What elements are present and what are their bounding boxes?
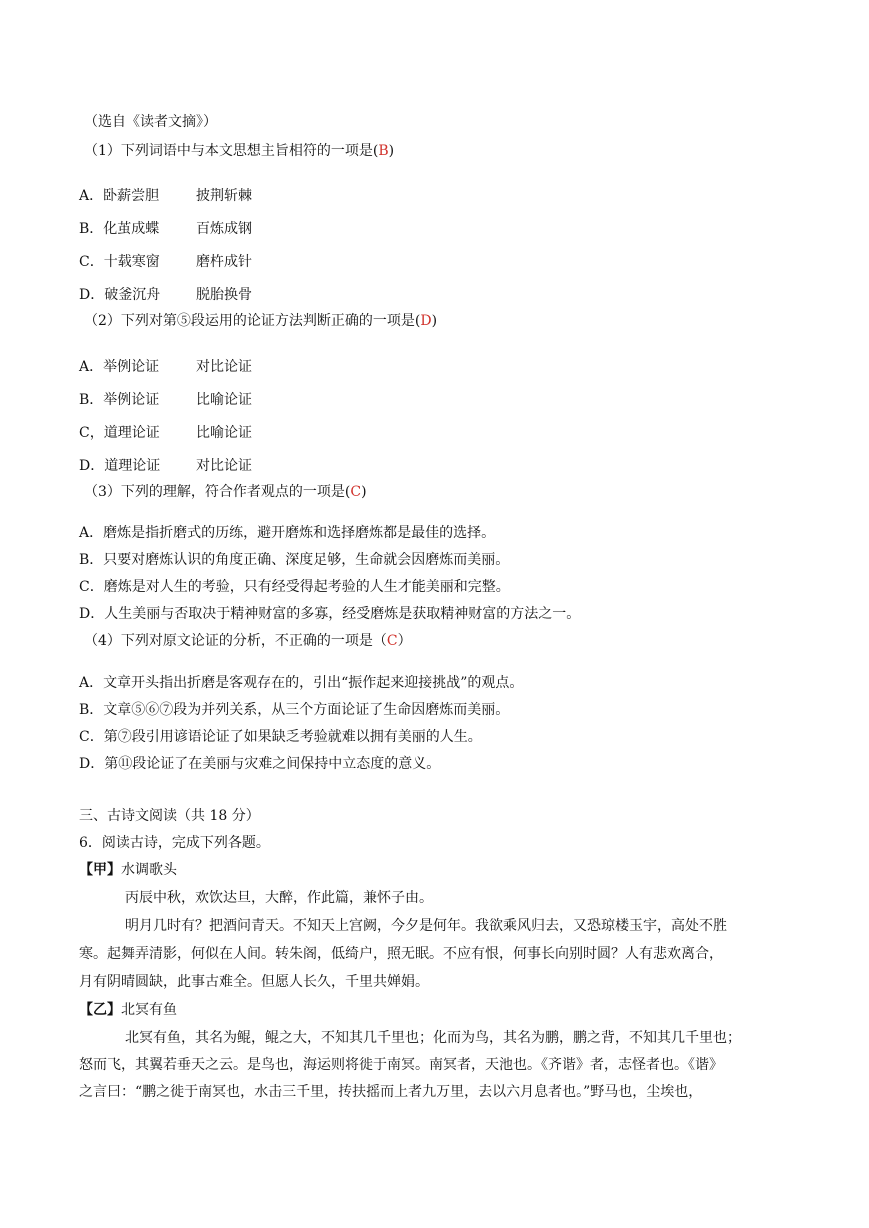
q3-option-d: D．人生美丽与否取决于精神财富的多寡，经受磨炼是获取精神财富的方法之一。 [79,606,581,622]
prose-yi-line-3: 之言曰：“鹏之徙于南冥也，水击三千里，抟扶摇而上者九万里，去以六月息者也。”野马也，尘埃也， [79,1084,703,1100]
q4-option-b: B．文章⑤⑥⑦段为并列关系，从三个方面论证了生命因磨炼而美丽。 [79,702,510,718]
option-alt: 对比论证 [196,359,252,375]
poem-jia-preface: 丙辰中秋，欢饮达旦，大醉，作此篇，兼怀子由。 [125,890,433,906]
q3-option-c: C．磨炼是对人生的考验，只有经受得起考验的人生才能美丽和完整。 [79,579,510,595]
section-heading: 三、古诗文阅读（共 18 分） [79,808,260,824]
option-alt: 比喻论证 [196,392,252,408]
question-2-stem: （2）下列对第⑤段运用的论证方法判断正确的一项是( [84,313,421,329]
option-label: D．破釜沉舟 [79,287,161,303]
question-6: 6．阅读古诗，完成下列各题。 [79,835,270,851]
question-1-stem: （1）下列词语中与本文思想主旨相符的一项是( [84,143,379,159]
option-label: A．卧薪尝胆 [79,188,160,204]
option-alt: 比喻论证 [196,425,252,441]
poem-jia-line-1: 明月几时有？把酒问青天。不知天上宫阙，今夕是何年。我欲乘风归去，又恐琼楼玉宇，高处不胜 [125,918,727,934]
question-4-close: ） [397,633,412,649]
question-2-answer: D [420,313,432,329]
option-alt: 披荆斩棘 [196,188,252,204]
question-2-close: ) [431,313,438,329]
q2-option-d [79,456,252,476]
question-1-answer: B [378,143,389,159]
poem-jia-line-2: 寒。起舞弄清影，何似在人间。转朱阁，低绮户，照无眠。不应有恨，何事长向别时圆？人有悲欢离合， [79,946,723,962]
q1-option-d [79,285,252,305]
question-3-close: ) [361,484,367,500]
jia-title: 水调歌头 [121,862,177,878]
q3-option-b: B．只要对磨炼认识的角度正确、深度足够，生命就会因磨炼而美丽。 [79,552,510,568]
option-label: B．举例论证 [79,392,160,408]
question-4-stem: （4）下列对原文论证的分析，不正确的一项是（ [84,633,387,649]
q4-option-a: A．文章开头指出折磨是客观存在的，引出“振作起来迎接挑战”的观点。 [79,675,524,691]
q2-option-a [79,357,252,377]
question-2 [84,311,437,331]
option-alt: 对比论证 [196,458,252,474]
option-label: C，道理论证 [79,425,160,441]
option-alt: 磨杵成针 [196,254,252,270]
q4-option-d: D．第⑪段论证了在美丽与灾难之间保持中立态度的意义。 [79,756,441,772]
question-3-answer: C [350,484,362,500]
option-label: C．十载寒窗 [79,254,160,270]
option-alt: 百炼成钢 [196,221,252,237]
q2-option-c [79,423,252,443]
q3-option-a: A．磨炼是指折磨式的历练，避开磨炼和选择磨炼都是最佳的选择。 [79,525,496,541]
q1-option-c [79,252,252,272]
jia-mark: 【甲】 [79,862,121,878]
prose-yi-line-1: 北冥有鱼，其名为鲲，鲲之大，不知其几千里也；化而为鸟，其名为鹏，鹏之背，不知其几千里也； [125,1030,741,1046]
option-label: B．化茧成蝶 [79,221,160,237]
poem-jia-line-3: 月有阴晴圆缺，此事古难全。但愿人长久，千里共婵娟。 [79,974,429,990]
option-label: D．道理论证 [79,458,161,474]
question-4 [84,631,412,651]
question-1 [84,141,394,161]
source-note: （选自《读者文摘》） [84,114,217,130]
option-alt: 脱胎换骨 [196,287,252,303]
q1-option-b [79,219,252,239]
q1-option-a [79,186,252,206]
poem-yi-title [79,1000,177,1020]
prose-yi-line-2: 怒而飞，其翼若垂天之云。是鸟也，海运则将徙于南冥。南冥者，天池也。《齐谐》者，志怪者也。《谐》 [79,1057,723,1073]
question-1-close: ) [388,143,395,159]
q2-option-b [79,390,252,410]
yi-title: 北冥有鱼 [121,1002,177,1018]
question-4-answer: C [386,633,398,649]
yi-mark: 【乙】 [79,1002,121,1018]
option-label: A．举例论证 [79,359,160,375]
question-3-stem: （3）下列的理解，符合作者观点的一项是( [84,484,351,500]
q4-option-c: C．第⑦段引用谚语论证了如果缺乏考验就难以拥有美丽的人生。 [79,729,482,745]
question-3 [84,482,367,502]
poem-jia-title [79,860,177,880]
